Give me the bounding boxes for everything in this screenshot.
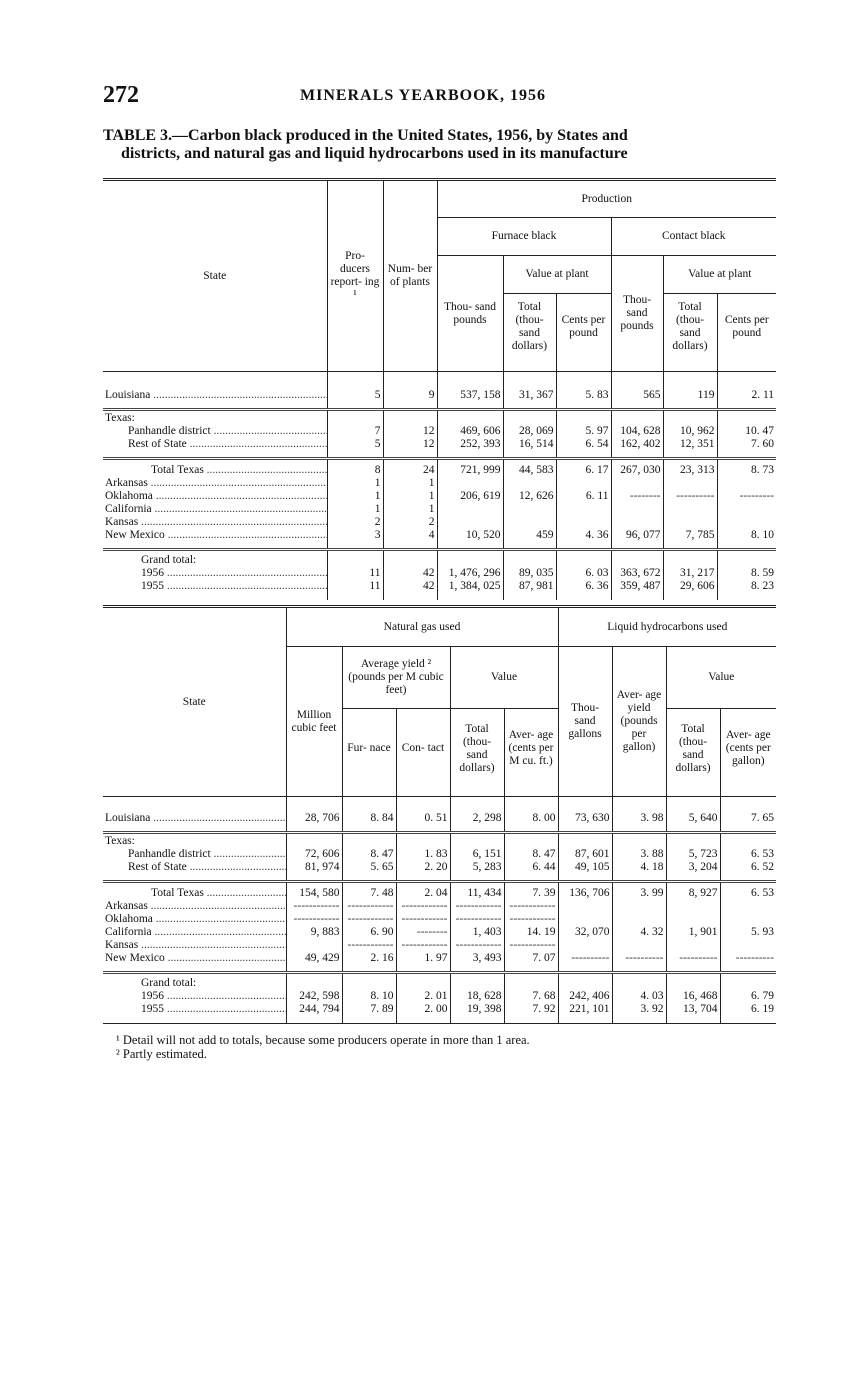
cell: 2. 11 (717, 372, 776, 402)
table-caption (103, 127, 783, 163)
col-liquid-hydrocarbons: Liquid hydrocarbons used (558, 607, 776, 647)
col-liquid-total: Total (thou- sand dollars) (666, 709, 720, 789)
table-row (103, 882, 776, 900)
cell: 3. 92 (612, 1003, 666, 1023)
table-row (103, 425, 776, 438)
cell: 5. 93 (720, 926, 776, 939)
cell: 1, 384, 025 (437, 580, 503, 600)
cell: 8 (327, 459, 383, 477)
cell: 136, 706 (558, 882, 612, 900)
cell: 2. 01 (396, 990, 450, 1003)
cell: 119 (663, 372, 717, 402)
row-label: Rest of State ..... (103, 861, 286, 874)
cell: 2 (383, 516, 437, 529)
cell: 73, 630 (558, 797, 612, 825)
table-row (103, 549, 776, 567)
caption-line-1: TABLE 3.—Carbon black produced in the United States, 1956, by States and (103, 127, 628, 144)
cell: 5, 640 (666, 797, 720, 825)
table-row (103, 832, 776, 848)
cell: 87, 981 (503, 580, 556, 600)
col-contact-value: Value at plant (663, 256, 776, 294)
cell: 28, 706 (286, 797, 342, 825)
table-row (103, 797, 776, 825)
caption-line-2: districts, and natural gas and liquid hydrocarbons used in its manufacture (121, 145, 628, 162)
cell: 5, 723 (666, 848, 720, 861)
table-row (103, 1003, 776, 1023)
page-number: 272 (103, 82, 139, 108)
table-row (103, 861, 776, 874)
cell: 8, 927 (666, 882, 720, 900)
cell: 10. 47 (717, 425, 776, 438)
cell: 19, 398 (450, 1003, 504, 1023)
col-average-yield: Average yield ² (pounds per M cubic feet) (342, 647, 450, 709)
row-label: 1955 ..... (103, 1003, 286, 1023)
cell: -------- (611, 490, 663, 503)
cell: ------------ (504, 913, 558, 926)
cell: 10, 962 (663, 425, 717, 438)
cell: 5 (327, 372, 383, 402)
row-label: Oklahoma ..... (103, 913, 286, 926)
cell: 2. 20 (396, 861, 450, 874)
cell: 537, 158 (437, 372, 503, 402)
cell: 12, 626 (503, 490, 556, 503)
row-label: 1956 ..... (103, 567, 327, 580)
col-thousand-gallons: Thou- sand gallons (558, 647, 612, 797)
cell: 8. 47 (342, 848, 396, 861)
cell: 162, 402 (611, 438, 663, 451)
row-label: Texas: (105, 835, 135, 847)
cell: 6. 53 (720, 848, 776, 861)
cell: ------------ (342, 900, 396, 913)
running-title: MINERALS YEARBOOK, 1956 (300, 87, 546, 104)
cell: 7. 92 (504, 1003, 558, 1023)
col-production: Production (437, 180, 776, 218)
cell: 2. 16 (342, 952, 396, 965)
cell: 3 (327, 529, 383, 542)
cell: 11 (327, 580, 383, 600)
footnote-2: ² Partly estimated. (116, 1047, 207, 1061)
row-label: Louisiana ..... (103, 372, 327, 402)
table-row (103, 952, 776, 965)
cell: 96, 077 (611, 529, 663, 542)
cell: 8. 59 (717, 567, 776, 580)
cell: 89, 035 (503, 567, 556, 580)
cell: ------------ (504, 900, 558, 913)
cell: 1 (327, 503, 383, 516)
cell: ------------ (396, 913, 450, 926)
cell: 8. 23 (717, 580, 776, 600)
col-contact-total: Total (thou- sand dollars) (663, 294, 717, 360)
cell: 6. 17 (556, 459, 611, 477)
table-row (103, 848, 776, 861)
row-label: 1955 ..... (103, 580, 327, 600)
cell: 2 (327, 516, 383, 529)
cell: 7. 07 (504, 952, 558, 965)
cell: ------------ (450, 913, 504, 926)
cell: 459 (503, 529, 556, 542)
cell: 4 (383, 529, 437, 542)
cell: 1 (383, 477, 437, 490)
cell: 7. 60 (717, 438, 776, 451)
row-label: California ..... (103, 503, 327, 516)
cell: 1. 97 (396, 952, 450, 965)
col-contact-yield: Con- tact (396, 709, 450, 789)
cell: 1 (327, 477, 383, 490)
cell: 11, 434 (450, 882, 504, 900)
cell: 10, 520 (437, 529, 503, 542)
cell: ------------ (450, 900, 504, 913)
row-label: California ..... (103, 926, 286, 939)
cell: 7 (327, 425, 383, 438)
cell: 6. 54 (556, 438, 611, 451)
col-furnace-cents: Cents per pound (556, 294, 611, 360)
cell: 3. 99 (612, 882, 666, 900)
cell: 565 (611, 372, 663, 402)
col-contact-cents: Cents per pound (717, 294, 776, 360)
table-row (103, 529, 776, 542)
cell: 7. 89 (342, 1003, 396, 1023)
cell: 221, 101 (558, 1003, 612, 1023)
table-row (103, 490, 776, 503)
cell: 32, 070 (558, 926, 612, 939)
cell: 7. 65 (720, 797, 776, 825)
cell: 206, 619 (437, 490, 503, 503)
cell: -------- (396, 926, 450, 939)
cell: 244, 794 (286, 1003, 342, 1023)
col-natural-gas: Natural gas used (286, 607, 558, 647)
row-label: Kansas ..... (103, 939, 286, 952)
cell: 3, 204 (666, 861, 720, 874)
cell: 7. 48 (342, 882, 396, 900)
col-furnace-yield: Fur- nace (342, 709, 396, 789)
col-furnace-black: Furnace black (437, 218, 611, 256)
cell: 5. 65 (342, 861, 396, 874)
cell: 6. 36 (556, 580, 611, 600)
cell: 8. 47 (504, 848, 558, 861)
cell: 3. 88 (612, 848, 666, 861)
col-contact-thousand-pounds: Thou- sand pounds (611, 256, 663, 372)
production-table (103, 178, 776, 600)
page-header (103, 82, 783, 112)
cell: 1, 901 (666, 926, 720, 939)
row-label: Grand total: (141, 977, 197, 989)
table-row (103, 372, 776, 402)
cell: 72, 606 (286, 848, 342, 861)
cell: 6, 151 (450, 848, 504, 861)
col-gas-average: Aver- age (cents per M cu. ft.) (504, 709, 558, 789)
cell: 469, 606 (437, 425, 503, 438)
row-label: Panhandle district ..... (103, 425, 327, 438)
cell: 8. 84 (342, 797, 396, 825)
row-label: Louisiana ..... (103, 797, 286, 825)
table-row (103, 939, 776, 952)
table-row (103, 516, 776, 529)
cell: ---------- (720, 952, 776, 965)
col-state: State (103, 607, 286, 797)
table-row (103, 409, 776, 425)
cell: ---------- (612, 952, 666, 965)
cell: 7, 785 (663, 529, 717, 542)
cell: 363, 672 (611, 567, 663, 580)
table-row (103, 990, 776, 1003)
cell: 1 (383, 490, 437, 503)
cell: 6. 90 (342, 926, 396, 939)
col-producers: Pro- ducers report- ing ¹ (327, 180, 383, 372)
cell: 6. 11 (556, 490, 611, 503)
cell: 1, 403 (450, 926, 504, 939)
table-row (103, 459, 776, 477)
cell: --------- (717, 490, 776, 503)
col-contact-black: Contact black (611, 218, 776, 256)
cell: 49, 105 (558, 861, 612, 874)
cell: 28, 069 (503, 425, 556, 438)
cell: 9 (383, 372, 437, 402)
table-row (103, 913, 776, 926)
cell: ------------ (504, 939, 558, 952)
cell: 9, 883 (286, 926, 342, 939)
cell: 2, 298 (450, 797, 504, 825)
cell: 5. 97 (556, 425, 611, 438)
cell: 12 (383, 438, 437, 451)
cell: ------------ (450, 939, 504, 952)
table-row (103, 580, 776, 600)
cell: 2. 04 (396, 882, 450, 900)
cell: ---------- (666, 952, 720, 965)
col-liquid-average-yield: Aver- age yield (pounds per gallon) (612, 647, 666, 797)
row-label: Total Texas ..... (103, 882, 286, 900)
cell: 0. 51 (396, 797, 450, 825)
cell: 31, 217 (663, 567, 717, 580)
row-label: New Mexico ..... (103, 529, 327, 542)
cell: 12, 351 (663, 438, 717, 451)
cell: 4. 36 (556, 529, 611, 542)
cell: 18, 628 (450, 990, 504, 1003)
table-row (103, 972, 776, 990)
cell: 5, 283 (450, 861, 504, 874)
cell: 42 (383, 580, 437, 600)
cell: 1, 476, 296 (437, 567, 503, 580)
col-furnace-value: Value at plant (503, 256, 611, 294)
cell: 44, 583 (503, 459, 556, 477)
cell: 359, 487 (611, 580, 663, 600)
cell: 2. 00 (396, 1003, 450, 1023)
cell: 267, 030 (611, 459, 663, 477)
cell: 81, 974 (286, 861, 342, 874)
cell: 3, 493 (450, 952, 504, 965)
cell: ------------ (286, 913, 342, 926)
footnote-1: ¹ Detail will not add to totals, because some producers operate in more than 1 area. (116, 1033, 530, 1047)
cell: 4. 18 (612, 861, 666, 874)
table-row (103, 926, 776, 939)
row-label: Arkansas ..... (103, 900, 286, 913)
cell: 23, 313 (663, 459, 717, 477)
cell: 4. 03 (612, 990, 666, 1003)
cell: 11 (327, 567, 383, 580)
cell: 8. 10 (717, 529, 776, 542)
cell: 5 (327, 438, 383, 451)
feedstock-table (103, 605, 776, 1024)
cell: 6. 03 (556, 567, 611, 580)
col-liquid-average: Aver- age (cents per gallon) (720, 709, 776, 789)
cell: ------------ (396, 900, 450, 913)
col-furnace-thousand-pounds: Thou- sand pounds (437, 256, 503, 372)
cell: 3. 98 (612, 797, 666, 825)
cell: 29, 606 (663, 580, 717, 600)
col-gas-total: Total (thou- sand dollars) (450, 709, 504, 789)
cell: 6. 53 (720, 882, 776, 900)
table-row (103, 503, 776, 516)
col-liquid-value: Value (666, 647, 776, 709)
col-plants: Num- ber of plants (383, 180, 437, 372)
cell: ---------- (663, 490, 717, 503)
cell: 7. 68 (504, 990, 558, 1003)
col-million-cubic-feet: Million cubic feet (286, 647, 342, 797)
row-label: Rest of State ..... (103, 438, 327, 451)
row-label: Oklahoma ..... (103, 490, 327, 503)
cell: 14. 19 (504, 926, 558, 939)
cell: 24 (383, 459, 437, 477)
cell: 242, 406 (558, 990, 612, 1003)
cell: ---------- (558, 952, 612, 965)
row-label: Texas: (105, 412, 135, 424)
cell: 154, 580 (286, 882, 342, 900)
cell: 252, 393 (437, 438, 503, 451)
cell: 12 (383, 425, 437, 438)
cell: 6. 79 (720, 990, 776, 1003)
row-label: Total Texas ..... (103, 459, 327, 477)
cell: 1 (327, 490, 383, 503)
cell: 7. 39 (504, 882, 558, 900)
cell: ------------ (396, 939, 450, 952)
cell: 6. 44 (504, 861, 558, 874)
col-gas-value: Value (450, 647, 558, 709)
cell: 5. 83 (556, 372, 611, 402)
row-label: Grand total: (141, 554, 197, 566)
table-row (103, 567, 776, 580)
col-furnace-total: Total (thou- sand dollars) (503, 294, 556, 360)
row-label: Arkansas ..... (103, 477, 327, 490)
cell: ------------ (342, 913, 396, 926)
col-state: State (103, 180, 327, 372)
cell: 8. 10 (342, 990, 396, 1003)
cell: 242, 598 (286, 990, 342, 1003)
table-row (103, 900, 776, 913)
row-label: New Mexico ..... (103, 952, 286, 965)
row-label: Panhandle district ..... (103, 848, 286, 861)
cell: 49, 429 (286, 952, 342, 965)
cell: ------------ (342, 939, 396, 952)
cell: 42 (383, 567, 437, 580)
cell: 6. 52 (720, 861, 776, 874)
cell: 16, 514 (503, 438, 556, 451)
cell: ------------ (286, 900, 342, 913)
cell: 1 (383, 503, 437, 516)
cell: 1. 83 (396, 848, 450, 861)
cell: 87, 601 (558, 848, 612, 861)
cell: 721, 999 (437, 459, 503, 477)
table-row (103, 477, 776, 490)
cell: 4. 32 (612, 926, 666, 939)
cell: 31, 367 (503, 372, 556, 402)
row-label: Kansas ..... (103, 516, 327, 529)
cell: 6. 19 (720, 1003, 776, 1023)
cell: 8. 00 (504, 797, 558, 825)
row-label: 1956 ..... (103, 990, 286, 1003)
cell: 104, 628 (611, 425, 663, 438)
table-row (103, 438, 776, 451)
cell: 8. 73 (717, 459, 776, 477)
cell: 13, 704 (666, 1003, 720, 1023)
cell: 16, 468 (666, 990, 720, 1003)
